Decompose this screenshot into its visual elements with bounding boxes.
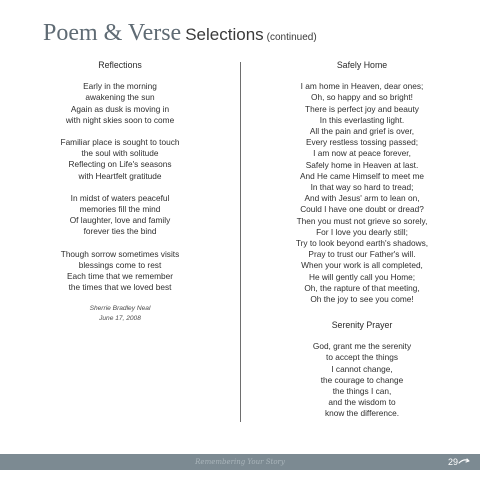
poem-line: All the pain and grief is over, [309, 126, 415, 137]
poem-line: the courage to change [320, 374, 404, 385]
page-subtitle-note: (continued) [266, 32, 317, 43]
author-block [30, 304, 210, 324]
poem-line: and the wisdom to [328, 397, 396, 408]
page-number: 29 [447, 457, 458, 467]
page-title: Poem & Verse [43, 20, 182, 46]
poem-line: Then you must not grieve so sorely, [296, 215, 428, 226]
poem-line: Though sorrow sometimes visits [60, 248, 180, 259]
poem-line: Every restless tossing passed; [305, 137, 419, 148]
poem-line: Each time that we remember [66, 271, 174, 282]
author-name: Sherrie Bradley Neal [89, 305, 151, 313]
page-header [43, 20, 317, 47]
author-date: June 17, 2008 [99, 315, 141, 323]
poem-title: Reflections [98, 60, 142, 70]
poem-line: blessings come to rest [78, 259, 162, 270]
stanza [30, 81, 210, 126]
poem-line: Oh, the rapture of that meeting, [304, 282, 420, 293]
poem-line: the things I can, [332, 386, 392, 397]
poem-line: Early in the morning [83, 81, 157, 92]
poem-line: And He came Himself to meet me [299, 170, 425, 181]
poem-line: When your work is all completed, [301, 260, 423, 271]
poem-line: with Heartfelt gratitude [78, 170, 162, 181]
poem-line: I cannot change, [331, 363, 393, 374]
poem-line: know the difference. [324, 408, 400, 419]
poem-line: to accept the things [326, 352, 398, 363]
poem-line: memories fill the mind [79, 204, 161, 215]
poem-line: Try to look beyond earth's shadows, [295, 238, 429, 249]
poem-line: Could I have one doubt or dread? [300, 204, 424, 215]
page-arrow-icon [458, 457, 472, 467]
poem-body [262, 81, 462, 305]
poem-reflections [30, 60, 210, 324]
poem-line: There is perfect joy and beauty [305, 103, 419, 114]
poem-line: Familiar place is sought to touch [60, 137, 180, 148]
poem-line: And with Jesus' arm to lean on, [304, 193, 420, 204]
poem-line: God, grant me the serenity [312, 341, 412, 352]
poem-safely-home [262, 60, 462, 305]
poem-body [262, 341, 462, 419]
footer-logo: Remembering Your Story [195, 458, 285, 466]
poem-line: Reflecting on Life's seasons [68, 159, 172, 170]
poem-line: Oh, so happy and so bright! [311, 92, 413, 103]
poem-line: Again as dusk is moving in [70, 103, 170, 114]
poem-line: For I love you dearly still; [316, 226, 408, 237]
poem-serenity-prayer [262, 320, 462, 420]
footer-bar [0, 454, 480, 470]
poem-line: forever ties the bind [83, 226, 157, 237]
poem-title: Serenity Prayer [331, 320, 393, 330]
poem-line: In that way so hard to tread; [310, 182, 414, 193]
poem-line: In this everlasting light. [319, 114, 405, 125]
poem-line: awakening the sun [85, 92, 155, 103]
stanza [30, 137, 210, 182]
poem-line: Pray to trust our Father's will. [308, 249, 416, 260]
column-divider [240, 62, 241, 422]
poem-line: the times that we loved best [68, 282, 172, 293]
poem-line: Oh the joy to see you come! [310, 294, 414, 305]
poem-line: I am now at peace forever, [313, 148, 411, 159]
poem-title: Safely Home [336, 60, 388, 70]
poem-line: I am home in Heaven, dear ones; [300, 81, 424, 92]
poem-line: Safely home in Heaven at last. [305, 159, 419, 170]
page-subtitle: Selections [185, 25, 264, 44]
poem-line: In midst of waters peaceful [70, 192, 170, 203]
poem-line: He will gently call you Home; [308, 271, 416, 282]
poem-line: with night skies soon to come [65, 114, 175, 125]
poem-line: Of laughter, love and family [69, 215, 171, 226]
poem-line: the soul with solitude [81, 148, 159, 159]
stanza [30, 193, 210, 238]
stanza [30, 249, 210, 294]
